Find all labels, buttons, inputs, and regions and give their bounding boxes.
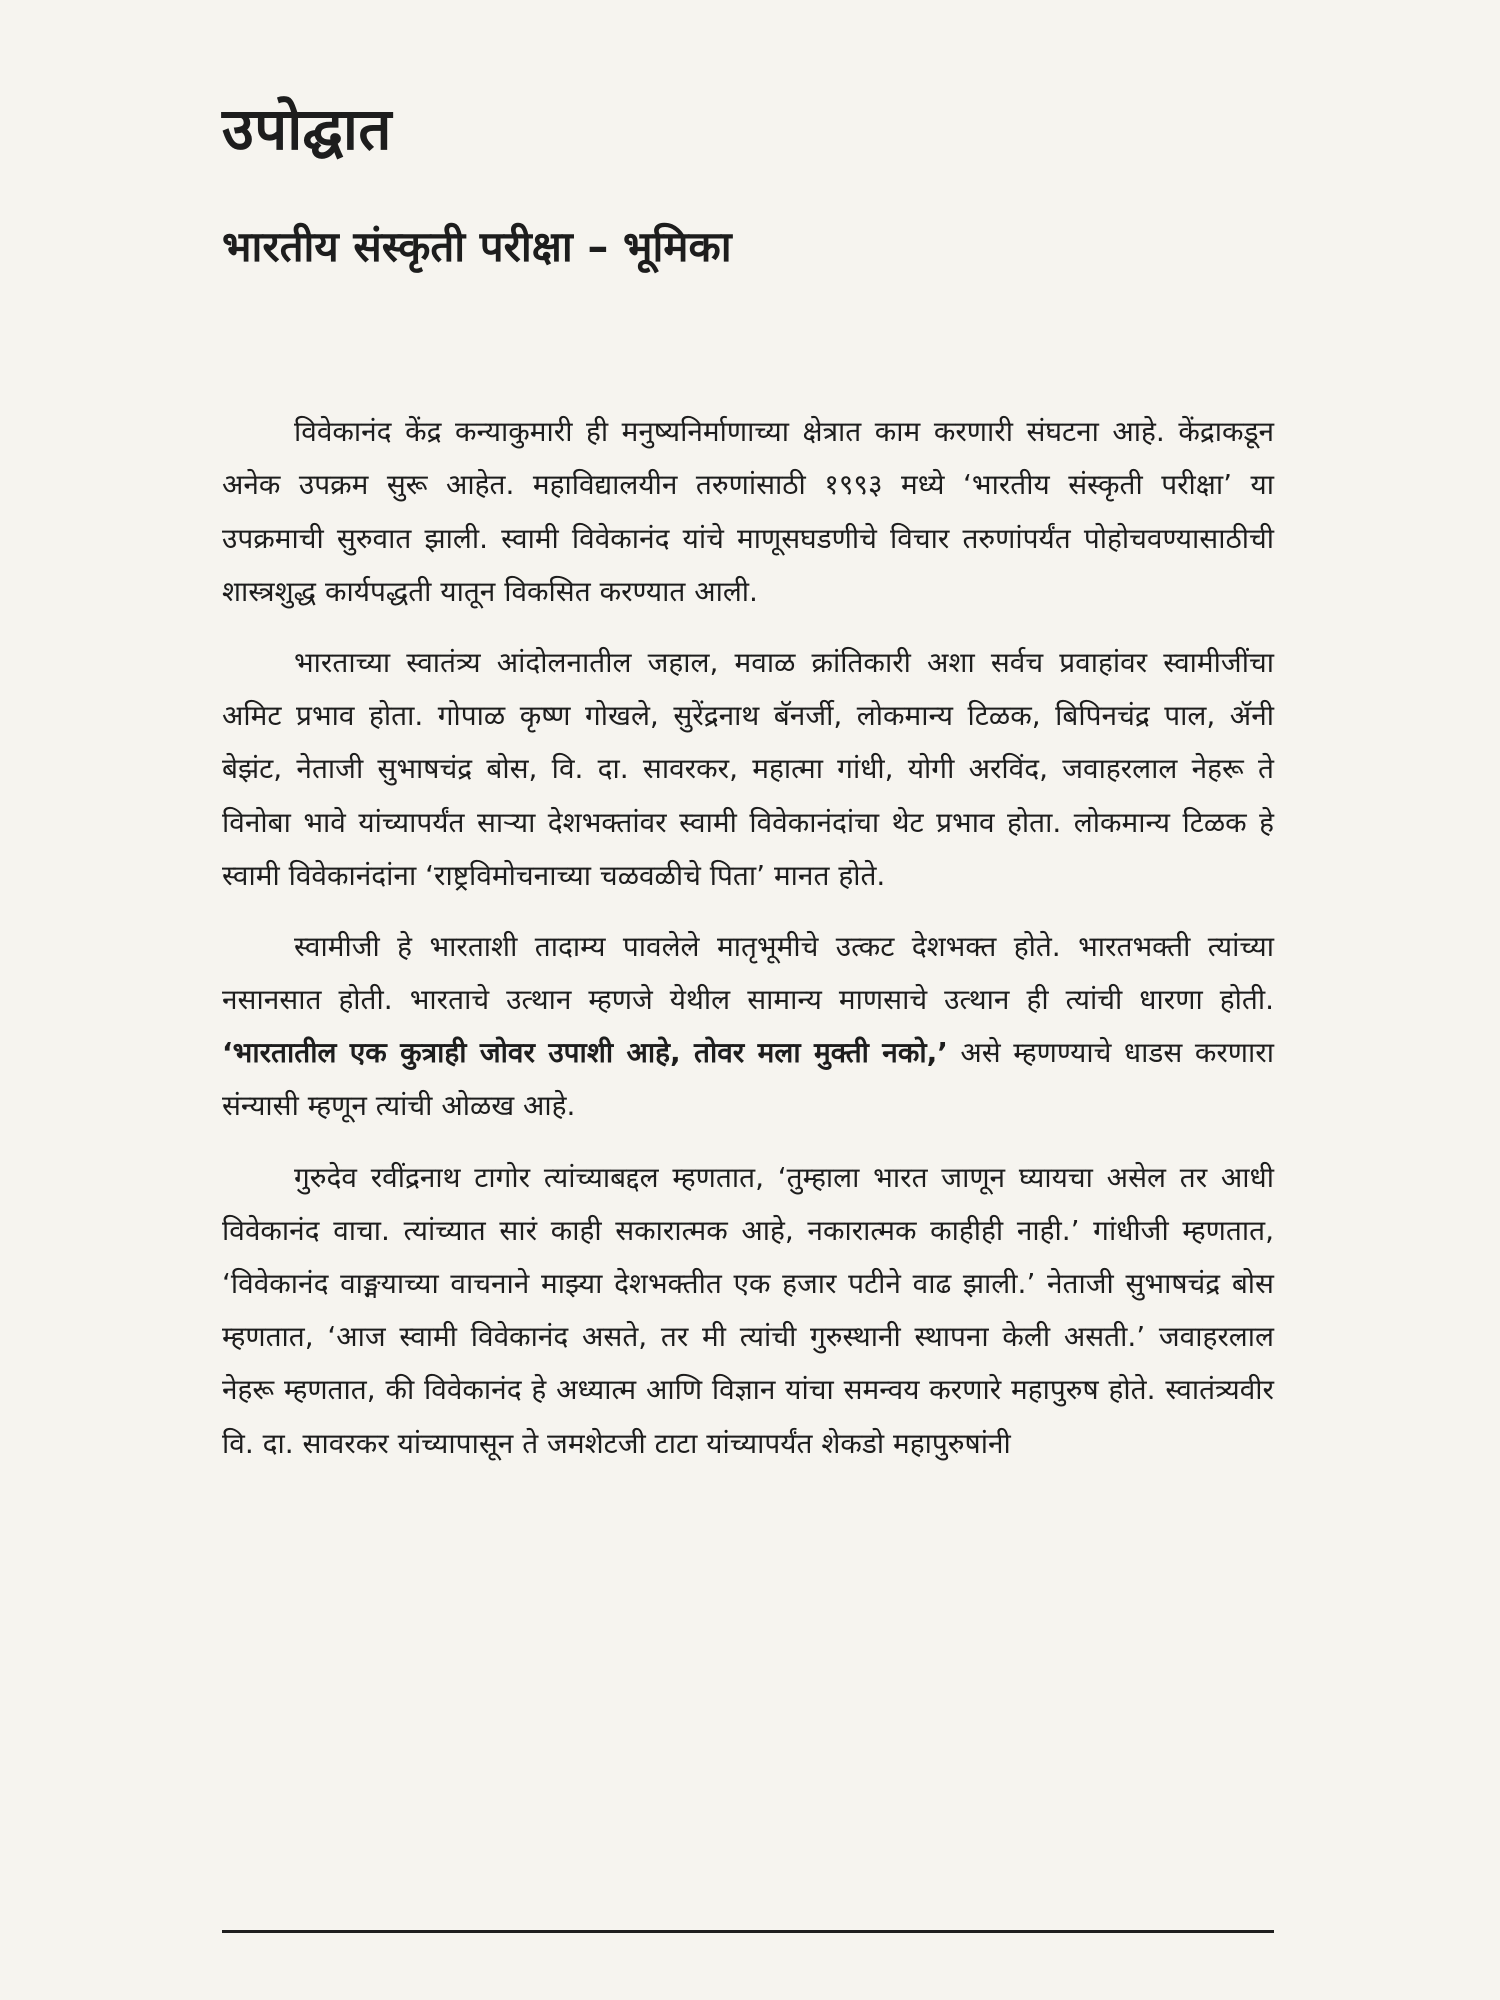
chapter-title: उपोद्घात xyxy=(222,95,392,163)
paragraph-3-bold-quote: ‘भारतातील एक कुत्राही जोवर उपाशी आहे, तोवर मला मुक्ती नको,’ xyxy=(222,1036,948,1070)
paragraph-3-after: असे म्हणण्याचे धाडस करणारा संन्यासी म्हणून त्यांची ओळख आहे. xyxy=(222,1036,1274,1123)
section-title: भारतीय संस्कृती परीक्षा – भूमिका xyxy=(222,221,732,271)
paragraph-1: विवेकानंद केंद्र कन्याकुमारी ही मनुष्यनिर्माणाच्या क्षेत्रात काम करणारी संघटना आहे. केंद्राकडून अनेक उपक्रम सुरू आहेत. महाविद्यालयीन तरुणांसाठी १९९३ मध्ये ‘भारतीय संस्कृती परीक्षा’ या उपक्रमाची सुरुवात झाली. स्वामी विवेकानंद यांचे माणूसघडणीचे विचार तरुणांपर्यंत पोहोचवण्यासाठीची शास्त्रशुद्ध कार्यपद्धती यातून विकसित करण्यात आली. xyxy=(222,415,1274,608)
paragraph-3 xyxy=(222,920,1274,1133)
paragraph-3-before: स्वामीजी हे भारताशी तादाम्य पावलेले मातृभूमीचे उत्कट देशभक्त होते. भारतभक्ती त्यांच्या नसानसात होती. भारताचे उत्थान म्हणजे येथील सामान्य माणसाचे उत्थान ही त्यांची धारणा होती. xyxy=(222,929,1274,1017)
paragraph-2: भारताच्या स्वातंत्र्य आंदोलनातील जहाल, मवाळ क्रांतिकारी अशा सर्वच प्रवाहांवर स्वामीजींचा अमिट प्रभाव होता. गोपाळ कृष्ण गोखले, सुरेंद्रनाथ बॅनर्जी, लोकमान्य टिळक, बिपिनचंद्र पाल, ॲनी बेझंट, नेताजी सुभाषचंद्र बोस, वि. दा. सावरकर, महात्मा गांधी, योगी अरविंद, जवाहरलाल नेहरू ते विनोबा भावे यांच्यापर्यंत साऱ्या देशभक्तांवर स्वामी विवेकानंदांचा थेट प्रभाव होता. लोकमान्य टिळक हे स्वामी विवेकानंदांना ‘राष्ट्रविमोचनाच्या चळवळीचे पिता’ मानत होते. xyxy=(222,645,1274,892)
bottom-divider xyxy=(222,1930,1274,1933)
paragraph-4: गुरुदेव रवींद्रनाथ टागोर त्यांच्याबद्दल म्हणतात, ‘तुम्हाला भारत जाणून घ्यायचा असेल तर आधी विवेकानंद वाचा. त्यांच्यात सारं काही सकारात्मक आहे, नकारात्मक काहीही नाही.’ गांधीजी म्हणतात, ‘विवेकानंद वाङ्मयाच्या वाचनाने माझ्या देशभक्तीत एक हजार पटीने वाढ झाली.’ नेताजी सुभाषचंद्र बोस म्हणतात, ‘आज स्वामी विवेकानंद असते, तर मी त्यांची गुरुस्थानी स्थापना केली असती.’ जवाहरलाल नेहरू म्हणतात, की विवेकानंद हे अध्यात्म आणि विज्ञान यांचा समन्वय करणारे महापुरुष होते. स्वातंत्र्यवीर वि. दा. सावरकर यांच्यापासून ते जमशेटजी टाटा यांच्यापर्यंत शेकडो महापुरुषांनी xyxy=(222,1160,1274,1460)
page-content xyxy=(222,96,1274,1470)
